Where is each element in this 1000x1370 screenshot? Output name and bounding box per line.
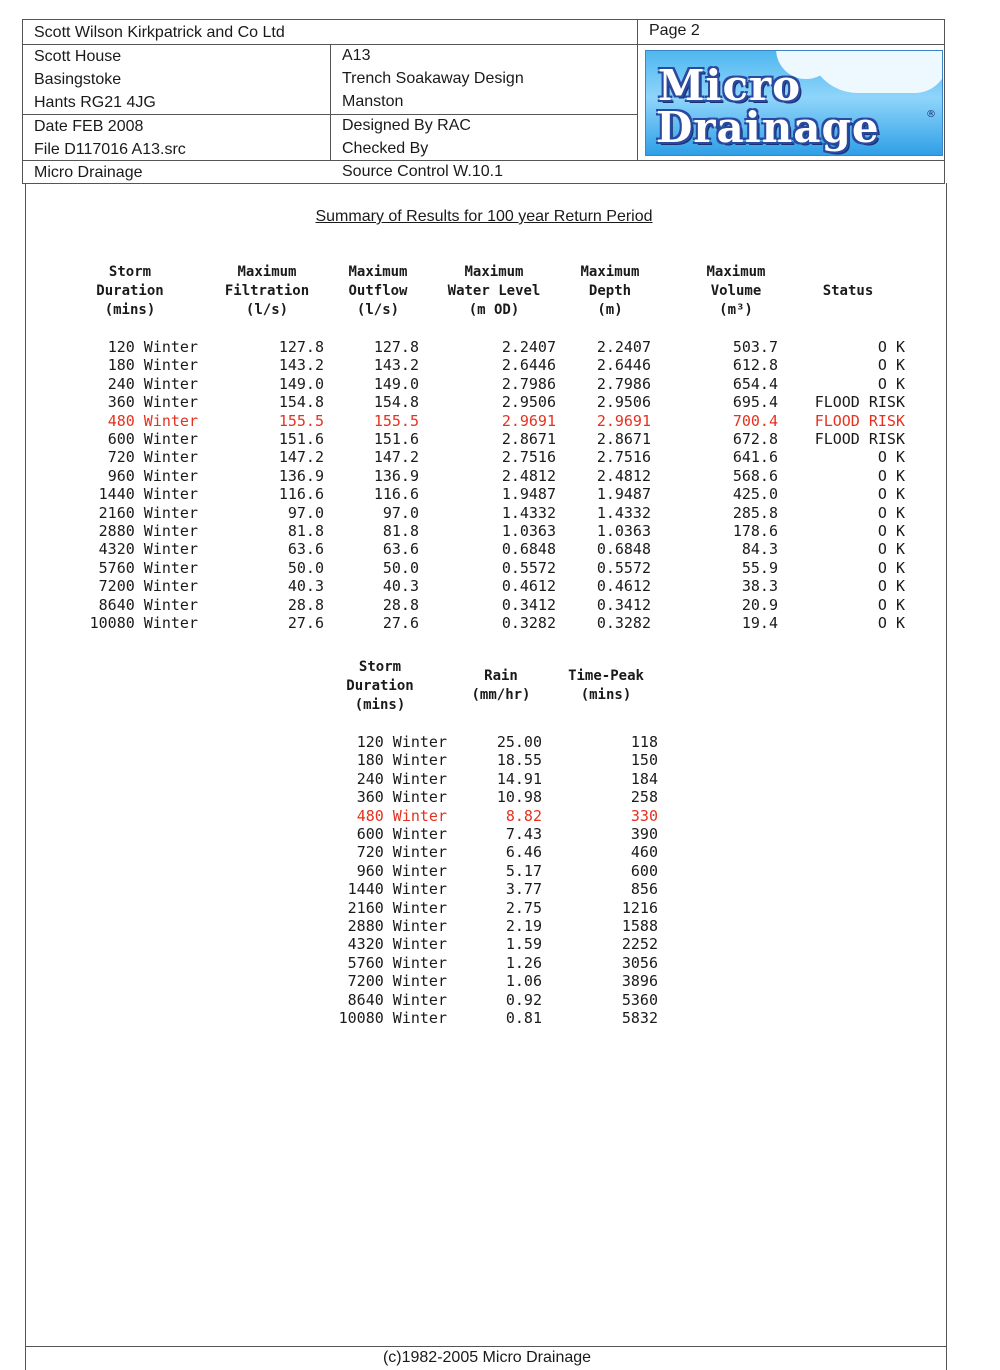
- header-line: (mm/hr): [471, 687, 531, 703]
- header-divider-3: [22, 160, 945, 161]
- header-line: Storm: [108, 264, 152, 280]
- copyright-footer: (c)1982-2005 Micro Drainage: [382, 1349, 592, 1366]
- header-line: Maximum: [348, 264, 408, 280]
- cell-max-filtration: 63.6: [287, 540, 324, 559]
- cell-max-filtration: 116.6: [278, 485, 324, 504]
- cell-max-water-level: 2.8671: [501, 430, 556, 448]
- logo-word-micro: Micro: [658, 61, 802, 110]
- project-line-1: A13: [342, 47, 371, 64]
- cell-storm-duration: 240 Winter: [107, 374, 198, 393]
- cell-max-depth: 1.4332: [596, 503, 651, 522]
- micro-drainage-logo: [645, 50, 943, 156]
- cell-storm-duration: 360 Winter: [356, 788, 447, 807]
- source-control-version: Source Control W.10.1: [342, 163, 503, 180]
- cell-storm-duration: 120 Winter: [356, 733, 447, 751]
- cell-status: FLOOD RISK: [814, 393, 905, 412]
- cell-max-outflow: 40.3: [382, 577, 419, 596]
- header-line: (m³): [719, 302, 753, 318]
- cell-storm-duration: 960 Winter: [107, 466, 198, 485]
- cell-max-water-level: 2.9691: [501, 411, 556, 430]
- col-header-time-peak: [552, 667, 660, 705]
- cell-max-filtration: 40.3: [287, 577, 324, 596]
- table-row: [0, 807, 1000, 825]
- table-row: [0, 899, 1000, 917]
- header-col-divider-1: [330, 44, 331, 161]
- table-row: [0, 412, 1000, 430]
- report-title: Summary of Results for 100 year Return Period: [315, 208, 653, 225]
- header-line: Status: [822, 283, 874, 299]
- cell-storm-duration: 10080 Winter: [338, 1009, 447, 1027]
- cell-time-peak: 5360: [621, 990, 658, 1009]
- cell-max-outflow: 50.0: [382, 558, 419, 577]
- col-header-max-volume: [688, 263, 784, 320]
- table-row: [0, 467, 1000, 485]
- cell-max-volume: 641.6: [732, 448, 778, 467]
- cell-max-volume: 503.7: [732, 338, 778, 356]
- header-line: (m OD): [468, 302, 520, 318]
- cell-time-peak: 2252: [621, 935, 658, 954]
- cell-max-filtration: 136.9: [278, 466, 324, 485]
- table-row: [0, 935, 1000, 953]
- cell-time-peak: 1216: [621, 898, 658, 917]
- cell-max-volume: 20.9: [741, 595, 778, 614]
- cell-storm-duration: 180 Winter: [356, 751, 447, 770]
- cell-status: FLOOD RISK: [814, 411, 905, 430]
- cell-storm-duration: 720 Winter: [356, 843, 447, 862]
- cell-max-water-level: 0.3412: [501, 595, 556, 614]
- cell-max-filtration: 50.0: [287, 558, 324, 577]
- cell-status: O K: [877, 466, 905, 485]
- table-row: [0, 485, 1000, 503]
- designed-by-field: Designed By RAC: [342, 117, 471, 134]
- cell-rain: 3.77: [505, 880, 542, 899]
- cell-rain: 10.98: [496, 788, 542, 807]
- cell-max-water-level: 2.2407: [501, 338, 556, 356]
- cell-max-volume: 612.8: [732, 356, 778, 375]
- cell-storm-duration: 180 Winter: [107, 356, 198, 375]
- cell-storm-duration: 960 Winter: [356, 861, 447, 880]
- checked-by-field: Checked By: [342, 140, 429, 157]
- cell-max-filtration: 147.2: [278, 448, 324, 467]
- cell-max-outflow: 155.5: [373, 411, 419, 430]
- table-row: [0, 972, 1000, 990]
- cell-max-depth: 1.9487: [596, 485, 651, 504]
- table-row: [0, 614, 1000, 632]
- cell-max-outflow: 27.6: [382, 614, 419, 632]
- cell-storm-duration: 1440 Winter: [98, 485, 198, 504]
- cell-status: O K: [877, 614, 905, 632]
- table-row: [0, 559, 1000, 577]
- cell-storm-duration: 7200 Winter: [98, 577, 198, 596]
- cell-max-water-level: 0.5572: [501, 558, 556, 577]
- registered-mark: ®: [926, 109, 936, 120]
- cell-max-filtration: 27.6: [287, 614, 324, 632]
- cell-storm-duration: 1440 Winter: [347, 880, 447, 899]
- cell-max-volume: 19.4: [741, 614, 778, 632]
- cell-status: O K: [877, 522, 905, 540]
- table-row: [0, 991, 1000, 1009]
- cell-time-peak: 460: [630, 843, 658, 862]
- project-line-2: Trench Soakaway Design: [342, 70, 524, 87]
- table-row: [0, 577, 1000, 595]
- cell-max-outflow: 147.2: [373, 448, 419, 467]
- cell-rain: 7.43: [505, 825, 542, 843]
- cell-max-filtration: 81.8: [287, 522, 324, 540]
- cell-max-depth: 0.6848: [596, 540, 651, 559]
- cell-rain: 1.26: [505, 953, 542, 972]
- col-header-max-filtration: [207, 263, 327, 320]
- cell-max-volume: 38.3: [741, 577, 778, 596]
- cell-max-outflow: 149.0: [373, 374, 419, 393]
- cell-max-filtration: 151.6: [278, 430, 324, 448]
- col-header-status: [800, 282, 896, 301]
- cell-max-filtration: 154.8: [278, 393, 324, 412]
- cell-status: O K: [877, 595, 905, 614]
- cell-storm-duration: 720 Winter: [107, 448, 198, 467]
- cell-storm-duration: 2160 Winter: [98, 503, 198, 522]
- cell-max-water-level: 2.9506: [501, 393, 556, 412]
- cell-max-water-level: 1.9487: [501, 485, 556, 504]
- table-row: [0, 448, 1000, 466]
- cell-status: O K: [877, 374, 905, 393]
- table-row: [0, 375, 1000, 393]
- table-row: [0, 504, 1000, 522]
- cell-storm-duration: 2880 Winter: [98, 522, 198, 540]
- cell-max-volume: 178.6: [732, 522, 778, 540]
- cell-rain: 2.19: [505, 917, 542, 935]
- file-field: File D117016 A13.src: [34, 141, 186, 158]
- cell-max-depth: 0.4612: [596, 577, 651, 596]
- cell-rain: 14.91: [496, 769, 542, 788]
- cell-max-water-level: 0.3282: [501, 614, 556, 632]
- cell-time-peak: 330: [630, 806, 658, 825]
- cell-rain: 18.55: [496, 751, 542, 770]
- software-name: Micro Drainage: [34, 164, 143, 181]
- cell-max-depth: 0.5572: [596, 558, 651, 577]
- table-row: [0, 825, 1000, 843]
- table-row: [0, 954, 1000, 972]
- address-line-2: Basingstoke: [34, 71, 122, 88]
- cell-status: O K: [877, 558, 905, 577]
- project-line-3: Manston: [342, 93, 404, 110]
- header-line: (mins): [354, 697, 406, 713]
- address-line-1: Scott House: [34, 48, 122, 65]
- date-field: Date FEB 2008: [34, 118, 144, 135]
- table-row: [0, 338, 1000, 356]
- header-line: Rain: [484, 668, 518, 684]
- cell-rain: 6.46: [505, 843, 542, 862]
- table-row: [0, 356, 1000, 374]
- table-row: [0, 522, 1000, 540]
- cell-max-volume: 672.8: [732, 430, 778, 448]
- header-line: (mins): [580, 687, 632, 703]
- header-line: Time-Peak: [568, 668, 644, 684]
- cell-max-filtration: 28.8: [287, 595, 324, 614]
- table-row: [0, 596, 1000, 614]
- header-line: Depth: [588, 283, 632, 299]
- cell-max-volume: 84.3: [741, 540, 778, 559]
- header-line: Duration: [346, 678, 414, 694]
- cell-max-volume: 700.4: [732, 411, 778, 430]
- cell-time-peak: 3056: [621, 953, 658, 972]
- col-header-max-outflow: [328, 263, 428, 320]
- cell-max-volume: 568.6: [732, 466, 778, 485]
- cell-max-depth: 1.0363: [596, 522, 651, 540]
- cell-rain: 25.00: [496, 733, 542, 751]
- cell-max-filtration: 127.8: [278, 338, 324, 356]
- cell-max-water-level: 0.4612: [501, 577, 556, 596]
- cell-time-peak: 600: [630, 861, 658, 880]
- table-row: [0, 880, 1000, 898]
- cell-max-water-level: 1.4332: [501, 503, 556, 522]
- cell-storm-duration: 4320 Winter: [98, 540, 198, 559]
- header-line: Water Level: [447, 283, 541, 299]
- table-row: [0, 770, 1000, 788]
- col-header-max-depth: [562, 263, 658, 320]
- cell-time-peak: 5832: [621, 1009, 658, 1027]
- header-line: (mins): [104, 302, 156, 318]
- cell-max-outflow: 136.9: [373, 466, 419, 485]
- logo-drip-shape: [896, 57, 914, 81]
- table-row: [0, 733, 1000, 751]
- cell-max-water-level: 2.4812: [501, 466, 556, 485]
- cell-max-filtration: 97.0: [287, 503, 324, 522]
- cell-status: O K: [877, 540, 905, 559]
- cell-status: O K: [877, 503, 905, 522]
- header-col-divider-2: [637, 19, 638, 161]
- table-row: [0, 540, 1000, 558]
- header-line: (l/s): [356, 302, 400, 318]
- cell-max-outflow: 154.8: [373, 393, 419, 412]
- cell-time-peak: 150: [630, 751, 658, 770]
- table-row: [0, 1009, 1000, 1027]
- cell-rain: 0.92: [505, 990, 542, 1009]
- cell-status: O K: [877, 577, 905, 596]
- table-row: [0, 917, 1000, 935]
- cell-max-outflow: 127.8: [373, 338, 419, 356]
- cell-status: FLOOD RISK: [814, 430, 905, 448]
- table-row: [0, 843, 1000, 861]
- cell-storm-duration: 240 Winter: [356, 769, 447, 788]
- header-line: Outflow: [348, 283, 408, 299]
- cell-max-filtration: 143.2: [278, 356, 324, 375]
- cell-storm-duration: 2880 Winter: [347, 917, 447, 935]
- header-line: Volume: [710, 283, 762, 299]
- cell-max-filtration: 155.5: [278, 411, 324, 430]
- cell-max-volume: 695.4: [732, 393, 778, 412]
- cell-time-peak: 118: [630, 733, 658, 751]
- company-name: Scott Wilson Kirkpatrick and Co Ltd: [34, 24, 285, 41]
- cell-max-volume: 285.8: [732, 503, 778, 522]
- header-line: (m): [597, 302, 623, 318]
- cell-time-peak: 3896: [621, 972, 658, 991]
- cell-storm-duration: 600 Winter: [356, 825, 447, 843]
- cell-storm-duration: 8640 Winter: [347, 990, 447, 1009]
- cell-storm-duration: 600 Winter: [107, 430, 198, 448]
- header-line: Storm: [358, 659, 402, 675]
- cell-storm-duration: 480 Winter: [356, 806, 447, 825]
- header-line: Maximum: [464, 264, 524, 280]
- header-divider-4: [22, 183, 945, 184]
- cell-rain: 5.17: [505, 861, 542, 880]
- cell-max-outflow: 81.8: [382, 522, 419, 540]
- cell-max-outflow: 28.8: [382, 595, 419, 614]
- header-line: (l/s): [245, 302, 289, 318]
- cell-storm-duration: 8640 Winter: [98, 595, 198, 614]
- cell-max-water-level: 1.0363: [501, 522, 556, 540]
- logo-word-drainage: Drainage: [656, 103, 880, 152]
- cell-time-peak: 856: [630, 880, 658, 899]
- header-divider-1: [22, 44, 945, 45]
- cell-max-volume: 425.0: [732, 485, 778, 504]
- cell-storm-duration: 480 Winter: [107, 411, 198, 430]
- cell-rain: 0.81: [505, 1009, 542, 1027]
- cell-storm-duration: 10080 Winter: [89, 614, 198, 632]
- cell-status: O K: [877, 485, 905, 504]
- cell-max-depth: 2.2407: [596, 338, 651, 356]
- logo-drip-shape: [851, 57, 869, 87]
- cell-time-peak: 258: [630, 788, 658, 807]
- cell-storm-duration: 5760 Winter: [98, 558, 198, 577]
- cell-max-volume: 55.9: [741, 558, 778, 577]
- cell-max-depth: 2.4812: [596, 466, 651, 485]
- cell-rain: 1.06: [505, 972, 542, 991]
- cell-max-outflow: 116.6: [373, 485, 419, 504]
- col-header-max-water-level: [432, 263, 556, 320]
- cell-storm-duration: 5760 Winter: [347, 953, 447, 972]
- table-row: [0, 393, 1000, 411]
- header-line: Maximum: [706, 264, 766, 280]
- cell-time-peak: 390: [630, 825, 658, 843]
- cell-max-water-level: 2.7516: [501, 448, 556, 467]
- cell-storm-duration: 360 Winter: [107, 393, 198, 412]
- address-line-3: Hants RG21 4JG: [34, 94, 156, 111]
- cell-time-peak: 184: [630, 769, 658, 788]
- col-header-rain: [455, 667, 547, 705]
- cell-rain: 2.75: [505, 898, 542, 917]
- cell-max-outflow: 143.2: [373, 356, 419, 375]
- table-row: [0, 430, 1000, 448]
- cell-max-water-level: 0.6848: [501, 540, 556, 559]
- col-header-storm-duration: [70, 263, 190, 320]
- cell-max-water-level: 2.6446: [501, 356, 556, 375]
- cell-storm-duration: 7200 Winter: [347, 972, 447, 991]
- header-line: Duration: [96, 283, 164, 299]
- page-number: Page 2: [649, 22, 700, 39]
- cell-max-outflow: 97.0: [382, 503, 419, 522]
- cell-max-water-level: 2.7986: [501, 374, 556, 393]
- cell-max-depth: 2.7986: [596, 374, 651, 393]
- cell-time-peak: 1588: [621, 917, 658, 935]
- cell-status: O K: [877, 448, 905, 467]
- header-line: Filtration: [224, 283, 310, 299]
- cell-max-outflow: 151.6: [373, 430, 419, 448]
- table-row: [0, 751, 1000, 769]
- cell-max-depth: 0.3282: [596, 614, 651, 632]
- table-row: [0, 788, 1000, 806]
- cell-max-depth: 2.7516: [596, 448, 651, 467]
- cell-storm-duration: 2160 Winter: [347, 898, 447, 917]
- col-header-storm-duration: [320, 658, 440, 715]
- cell-storm-duration: 4320 Winter: [347, 935, 447, 954]
- cell-storm-duration: 120 Winter: [107, 338, 198, 356]
- cell-max-depth: 2.9506: [596, 393, 651, 412]
- header-line: Maximum: [237, 264, 297, 280]
- header-line: Maximum: [580, 264, 640, 280]
- table-row: [0, 862, 1000, 880]
- cell-max-volume: 654.4: [732, 374, 778, 393]
- footer-line: [25, 1346, 947, 1347]
- cell-rain: 1.59: [505, 935, 542, 954]
- cell-max-outflow: 63.6: [382, 540, 419, 559]
- cell-max-depth: 2.6446: [596, 356, 651, 375]
- cell-max-filtration: 149.0: [278, 374, 324, 393]
- cell-max-depth: 0.3412: [596, 595, 651, 614]
- frame-top-line: [22, 19, 945, 20]
- cell-status: O K: [877, 338, 905, 356]
- cell-max-depth: 2.8671: [596, 430, 651, 448]
- cell-rain: 8.82: [505, 806, 542, 825]
- cell-max-depth: 2.9691: [596, 411, 651, 430]
- cell-status: O K: [877, 356, 905, 375]
